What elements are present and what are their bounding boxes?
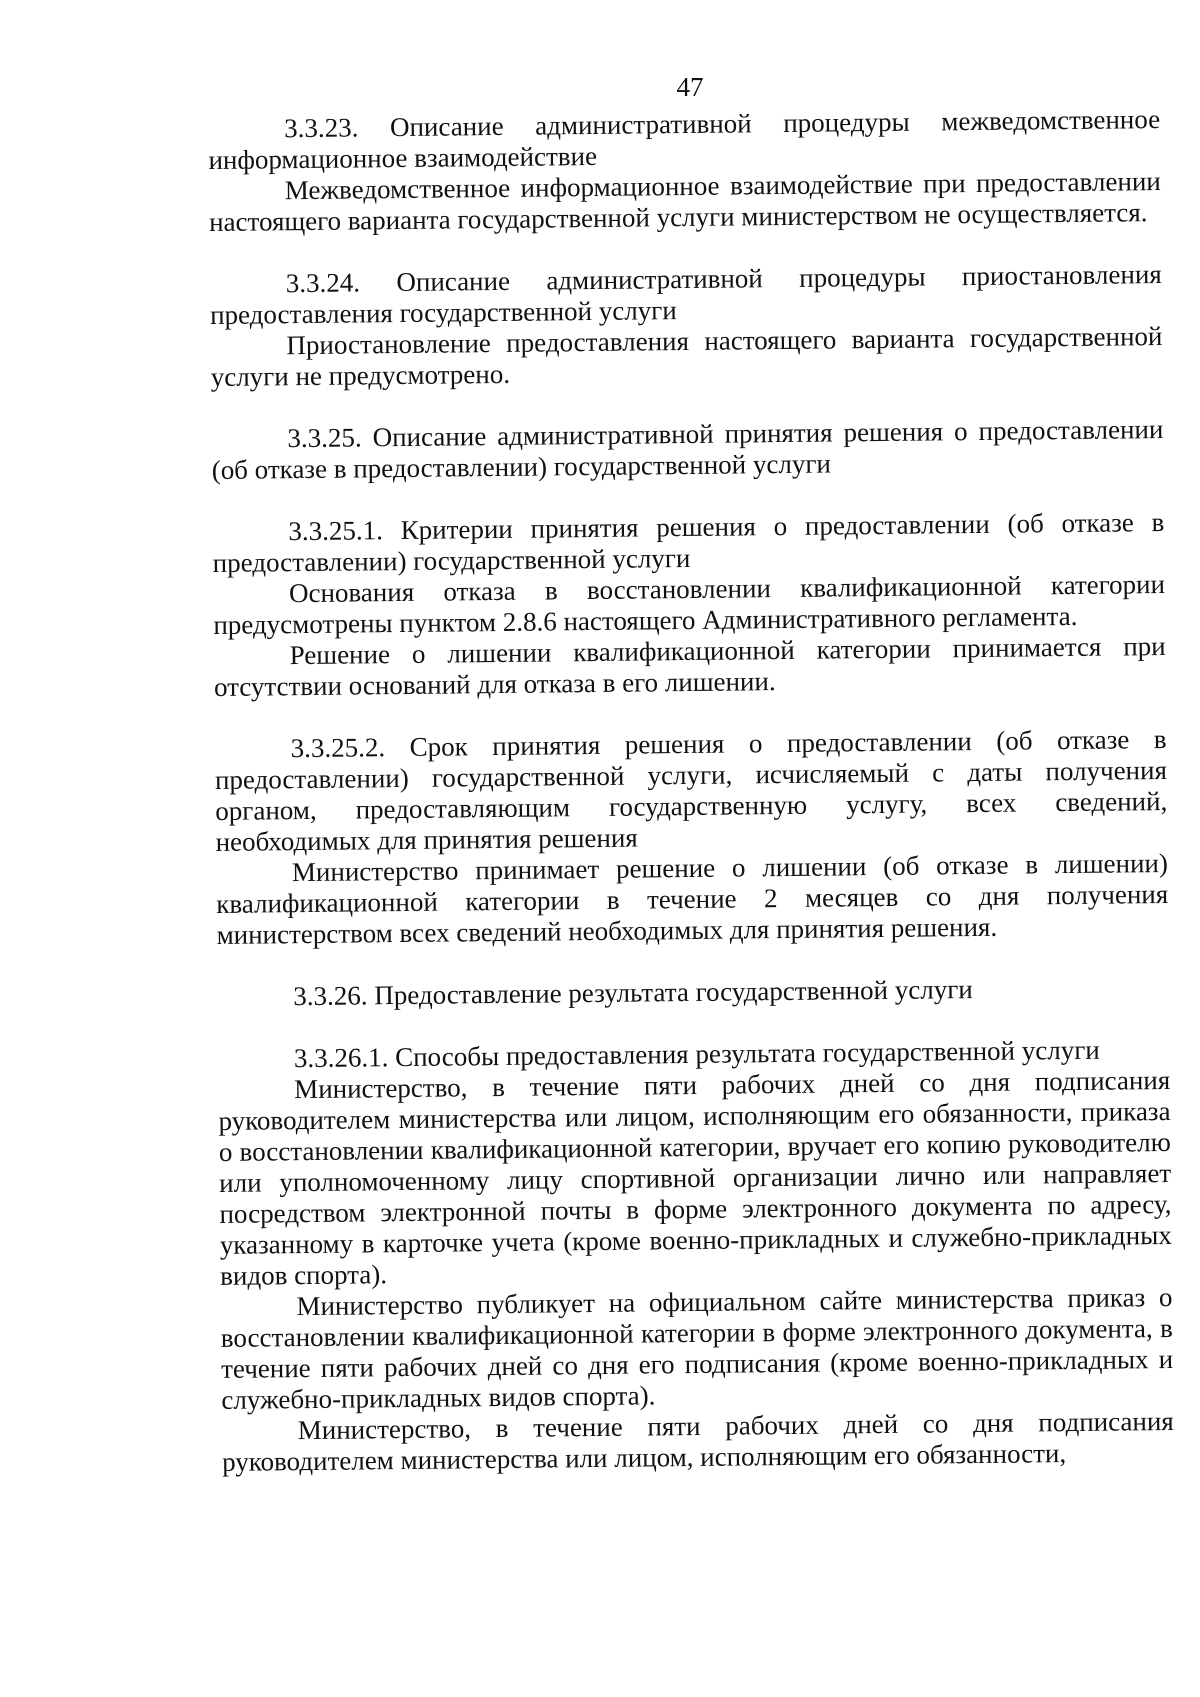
paragraph-3-3-23-heading: 3.3.23. Описание административной процедуры межведомственное информационное взаимодействие bbox=[208, 104, 1161, 175]
paragraph-3-3-25-2-body: Министерство принимает решение о лишении (об отказе в лишении) квалификационной категории в течение 2 месяцев со дня получения министерством всех сведений необходимых для принятия решения. bbox=[216, 847, 1169, 950]
paragraph-3-3-25-2-heading: 3.3.25.2. Срок принятия решения о предоставлении (об отказе в предоставлении) государственной услуги, исчисляемый с даты получения органом, предоставляющим государственную услугу, всех сведений, необходимых для принятия решения bbox=[214, 723, 1168, 857]
paragraph-3-3-25-1-heading: 3.3.25.1. Критерии принятия решения о предоставлении (об отказе в предоставлении) государственной услуги bbox=[212, 507, 1165, 578]
paragraph-3-3-25-heading: 3.3.25. Описание административной принятия решения о предоставлении (об отказе в предоставлении) государственной услуги bbox=[211, 414, 1164, 485]
paragraph-3-3-25-1-body-1: Основания отказа в восстановлении квалификационной категории предусмотрены пунктом 2.8.6 настоящего Административного регламента. bbox=[213, 569, 1166, 640]
paragraph-3-3-26-1-body-2: Министерство публикует на официальном сайте министерства приказ о восстановлении квалификационной категории в форме электронного документа, в течение пяти рабочих дней со дня его подписания (кроме военно-прикладных и служебно-прикладных видов спорта). bbox=[220, 1281, 1174, 1415]
paragraph-3-3-24-heading: 3.3.24. Описание административной процедуры приостановления предоставления государственной услуги bbox=[209, 259, 1162, 330]
paragraph-3-3-23-body: Межведомственное информационное взаимодействие при предоставлении настоящего варианта государственной услуги министерством не осуществляется. bbox=[208, 166, 1161, 237]
paragraph-3-3-24-body: Приостановление предоставления настоящего варианта государственной услуги не предусмотрено. bbox=[210, 321, 1163, 392]
document-body bbox=[208, 104, 1174, 1478]
page-number: 47 bbox=[676, 72, 704, 102]
paragraph-3-3-26-heading: 3.3.26. Предоставление результата государственной услуги bbox=[293, 974, 973, 1012]
paragraph-3-3-26-1-body-1: Министерство, в течение пяти рабочих дней со дня подписания руководителем министерства или лицом, исполняющим его обязанности, приказа о восстановлении квалификационной категории, вручает его копию руководителю или уполномоченному лицу спортивной организации лично или направляет посредством электронной почты в форме электронного документа по адресу, указанному в карточке учета (кроме военно-прикладных и служебно-прикладных видов спорта). bbox=[218, 1064, 1172, 1291]
paragraph-3-3-26-1-heading: 3.3.26.1. Способы предоставления результата государственной услуги bbox=[293, 1034, 1100, 1074]
paragraph-3-3-25-1-body-2: Решение о лишении квалификационной категории принимается при отсутствии оснований для отказа в его лишении. bbox=[213, 631, 1166, 702]
paragraph-3-3-26-1-body-3: Министерство, в течение пяти рабочих дней со дня подписания руководителем министерства или лицом, исполняющим его обязанности, bbox=[221, 1405, 1174, 1477]
